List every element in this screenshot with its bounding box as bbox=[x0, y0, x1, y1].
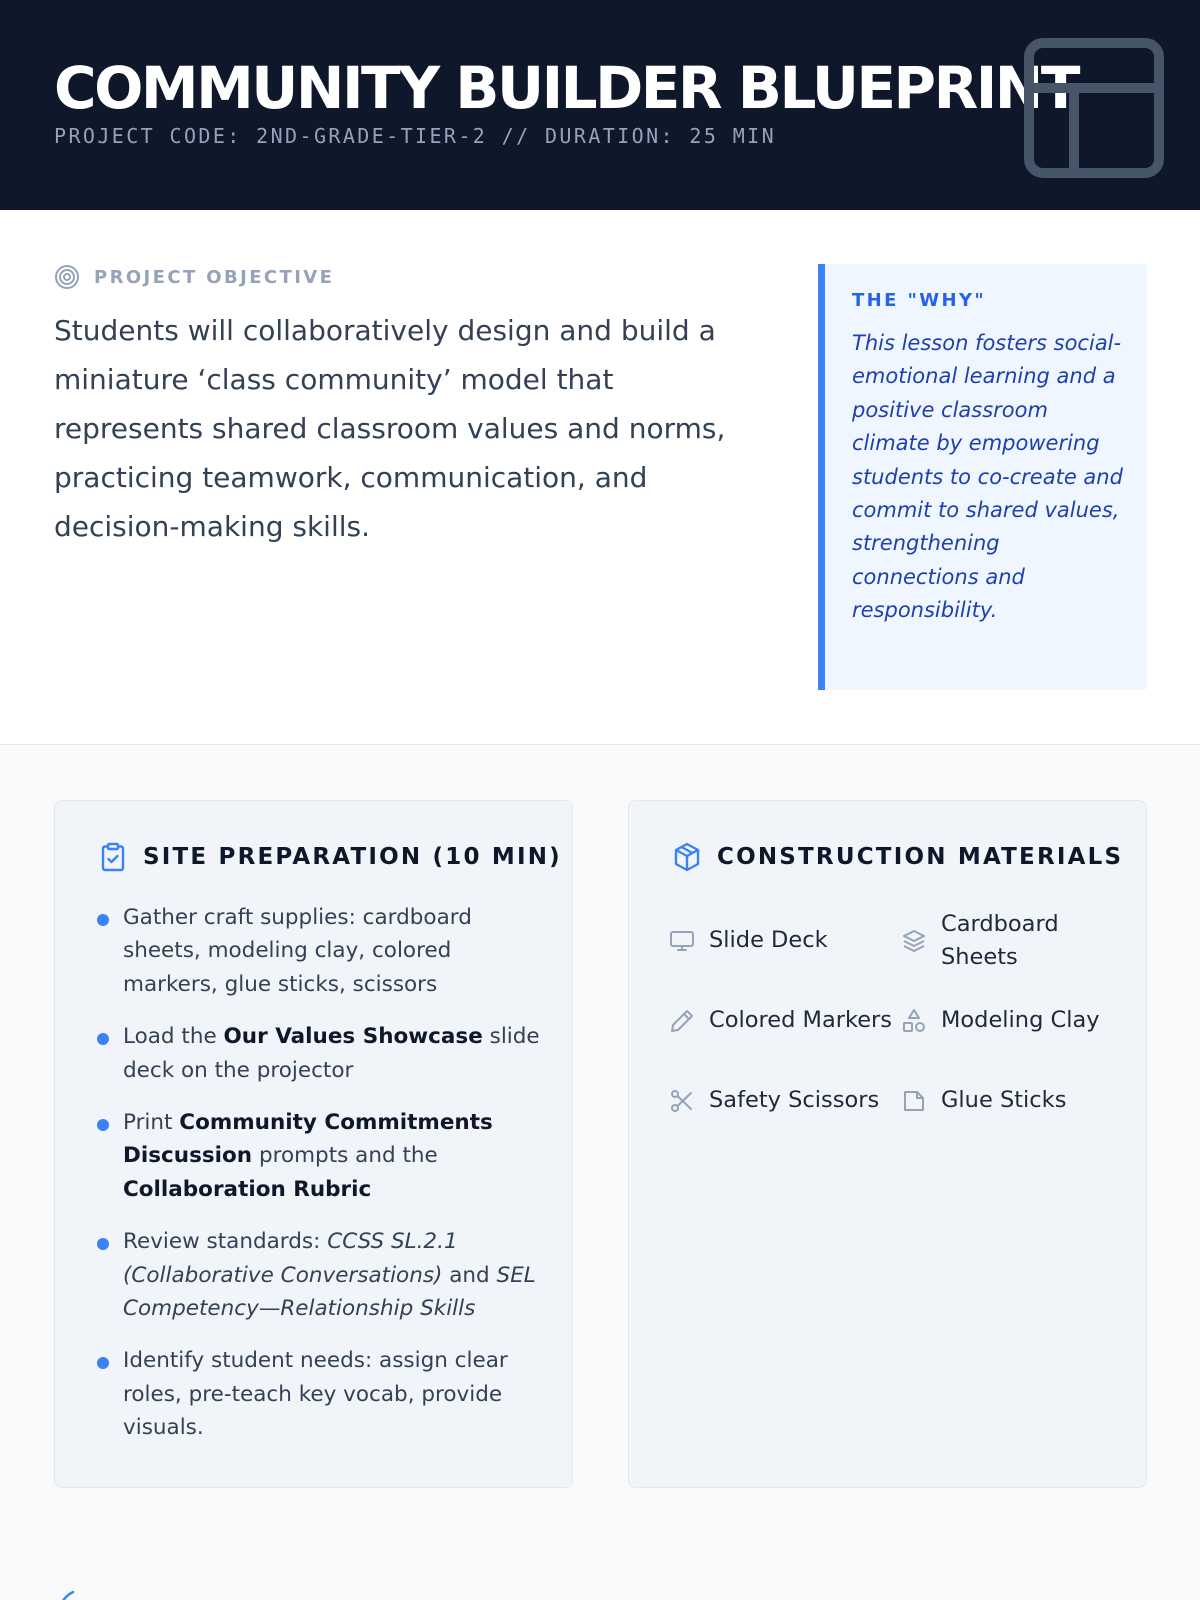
page-title: COMMUNITY BUILDER BLUEPRINT bbox=[54, 54, 1078, 122]
material-item bbox=[901, 1061, 1119, 1141]
prep-list-item bbox=[97, 1020, 542, 1087]
material-label: Slide Deck bbox=[709, 927, 828, 954]
material-label: Modeling Clay bbox=[941, 1007, 1100, 1034]
prep-text: slide deck on the projector bbox=[123, 1024, 540, 1083]
italic-text: SEL Competency—Relationship Skills bbox=[123, 1262, 536, 1322]
site-preparation-card bbox=[54, 800, 573, 1488]
preparation-list bbox=[97, 901, 542, 1464]
objective-section bbox=[0, 210, 1200, 745]
material-label: Colored Markers bbox=[709, 1007, 893, 1034]
italic-text: CCSS SL.2.1 (Collaborative Conversations) bbox=[123, 1229, 458, 1288]
material-label: Cardboard Sheets bbox=[941, 910, 1059, 970]
why-text: This lesson fosters social-emotional learning and a positive classroom climate by empowering students to co-create and commit to shared values, strengthening connections and responsibility. bbox=[852, 331, 1123, 623]
layout-icon bbox=[1024, 38, 1164, 178]
prep-text: Load the bbox=[123, 1024, 224, 1050]
material-label: Glue Sticks bbox=[941, 1087, 1067, 1114]
layers-icon bbox=[901, 928, 927, 954]
prep-text: Gather craft supplies: cardboard sheets, modeling clay, colored markers, glue sticks, scissors bbox=[123, 905, 472, 997]
objective-header bbox=[54, 264, 334, 290]
prep-list-item bbox=[97, 901, 542, 1001]
emphasis-text: Community Commitments Discussion bbox=[123, 1110, 493, 1169]
prep-text: Review standards: bbox=[123, 1229, 328, 1255]
prep-list-item bbox=[97, 1344, 542, 1444]
emphasis-text: Collaboration Rubric bbox=[123, 1176, 372, 1202]
construction-materials-header bbox=[671, 841, 1123, 873]
construction-materials-card bbox=[628, 800, 1147, 1488]
target-icon bbox=[54, 264, 80, 290]
objective-text: Students will collaboratively design and build a miniature ‘class community’ model that represents shared classroom values and norms, practicing teamwork, communication, and decision-making skills. bbox=[54, 314, 726, 543]
materials-grid bbox=[669, 901, 1119, 1141]
prep-list-item bbox=[97, 1106, 542, 1206]
scissors-icon bbox=[669, 1088, 695, 1114]
material-item bbox=[669, 1061, 901, 1141]
project-code: PROJECT CODE: 2ND-GRADE-TIER-2 // DURATION: 25 MIN bbox=[54, 124, 777, 148]
pencil-icon bbox=[669, 1008, 695, 1034]
site-preparation-header bbox=[97, 841, 562, 873]
emphasis-text: Our Values Showcase bbox=[223, 1024, 483, 1050]
monitor-icon bbox=[669, 928, 695, 954]
material-item bbox=[669, 981, 901, 1061]
why-title: THE "WHY" bbox=[852, 290, 987, 311]
material-item bbox=[901, 981, 1119, 1061]
package-icon bbox=[671, 841, 703, 873]
material-item bbox=[901, 901, 1119, 981]
material-label: Safety Scissors bbox=[709, 1087, 880, 1114]
material-item bbox=[669, 901, 901, 981]
prep-text: Print bbox=[123, 1110, 180, 1136]
objective-label: PROJECT OBJECTIVE bbox=[94, 266, 335, 288]
header-banner bbox=[0, 0, 1200, 210]
why-callout bbox=[818, 264, 1147, 690]
prep-list-item bbox=[97, 1225, 542, 1325]
prep-text: prompts and the bbox=[252, 1143, 438, 1169]
construction-materials-title: CONSTRUCTION MATERIALS bbox=[717, 844, 1124, 870]
prep-text: and bbox=[442, 1262, 497, 1288]
cut-off-section-icon bbox=[54, 1588, 80, 1600]
sticky-note-icon bbox=[901, 1088, 927, 1114]
clipboard-check-icon bbox=[97, 841, 129, 873]
site-preparation-title: SITE PREPARATION (10 MIN) bbox=[143, 844, 562, 870]
shapes-icon bbox=[901, 1008, 927, 1034]
prep-text: Identify student needs: assign clear roles, pre-teach key vocab, provide visuals. bbox=[123, 1348, 508, 1441]
